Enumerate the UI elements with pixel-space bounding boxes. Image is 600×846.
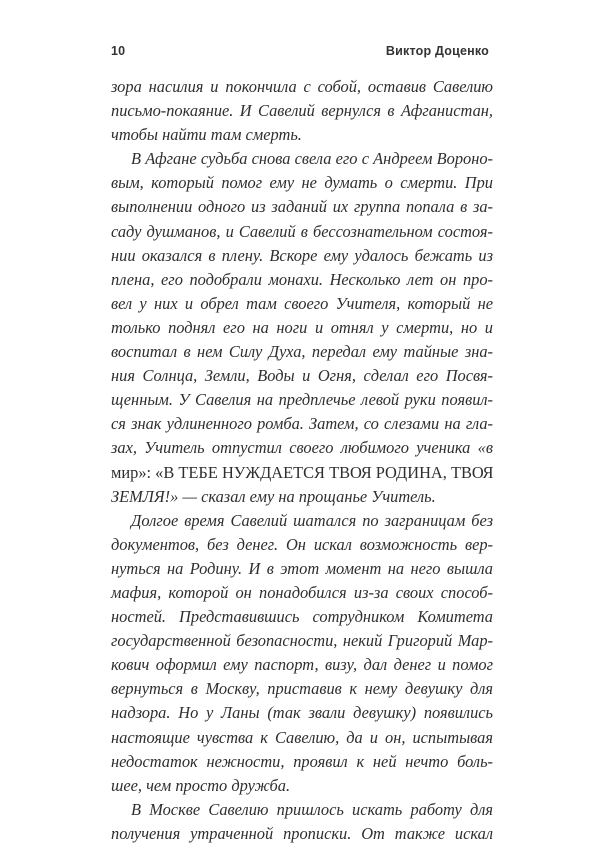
text-line: ностей. Представившись сотрудником Комитета <box>111 607 493 627</box>
text-line: кович оформил ему паспорт, визу, дал денег и помог <box>111 655 493 675</box>
text-line: вернуться в Москву, приставив к нему девушку для <box>111 679 493 699</box>
text-line: ЗЕМЛЯ!» — сказал ему на прощанье Учитель. <box>111 486 436 506</box>
text-line: ся знак удлиненного ромба. Затем, со слезами на гла- <box>111 414 493 434</box>
text-line: настоящие чувства к Савелию, да и он, испытывая <box>111 727 493 747</box>
text-line: шее, чем просто дружба. <box>111 775 291 795</box>
body-text <box>111 75 493 846</box>
text-line: зора насилия и покончила с собой, оставив Савелию <box>111 77 493 96</box>
text-line: мафия, которой он понадобился из-за своих способ- <box>111 582 493 602</box>
text-line: вел у них и обрел там своего Учителя, который не <box>111 293 493 313</box>
text-line: документов, без денег. Он искал возможность вер- <box>111 534 493 554</box>
text-line: щенным. У Савелия на предплечье левой руки появил- <box>111 390 493 410</box>
text-line: государственной безопасности, некий Григорий Мар- <box>111 631 493 651</box>
text-line: саду душманов, и Савелий в бессознательном состоя- <box>111 221 493 241</box>
text-line: только поднял его на ноги и отнял у смерти, но и <box>111 317 493 337</box>
text-line: нии оказался в плену. Вскоре ему удалось бежать из <box>111 245 493 265</box>
text-line: мир»: «В ТЕБЕ НУЖДАЕТСЯ ТВОЯ РОДИНА, ТВОЯ <box>111 462 494 482</box>
text-line: выполнении одного из заданий их группа попала в за- <box>111 197 493 217</box>
text-line: недостаток нежности, проявил к ней нечто боль- <box>111 751 493 771</box>
page-header <box>111 44 489 64</box>
text-line: нуться на Родину. И в этот момент на него вышла <box>111 558 493 578</box>
text-line: зах, Учитель отпустил своего любимого ученика «в <box>111 438 493 458</box>
text-line: воспитал в нем Силу Духа, передал ему тайные зна- <box>111 342 493 362</box>
text-line: В Афгане судьба снова свела его с Андреем Вороно- <box>131 149 493 169</box>
text-line: плена, его подобрали монахи. Несколько лет он про- <box>111 269 493 289</box>
text-line: вым, который помог ему не думать о смерти. При <box>111 173 493 193</box>
page-number: 10 <box>111 44 126 58</box>
text-line: ния Солнца, Земли, Воды и Огня, сделал его Посвя- <box>111 366 493 386</box>
text-line: чтобы найти там смерть. <box>111 125 302 145</box>
text-line: письмо-покаяние. И Савелий вернулся в Афганистан, <box>111 101 493 121</box>
running-head-author: Виктор Доценко <box>385 44 489 58</box>
text-line: надзора. Но у Ланы (так звали девушку) появились <box>111 703 493 723</box>
text-line: Долгое время Савелий шатался по заграницам без <box>131 510 493 530</box>
text-line: получения утраченной прописки. От также искал <box>111 823 493 843</box>
text-line: В Москве Савелию пришлось искать работу для <box>131 799 493 819</box>
